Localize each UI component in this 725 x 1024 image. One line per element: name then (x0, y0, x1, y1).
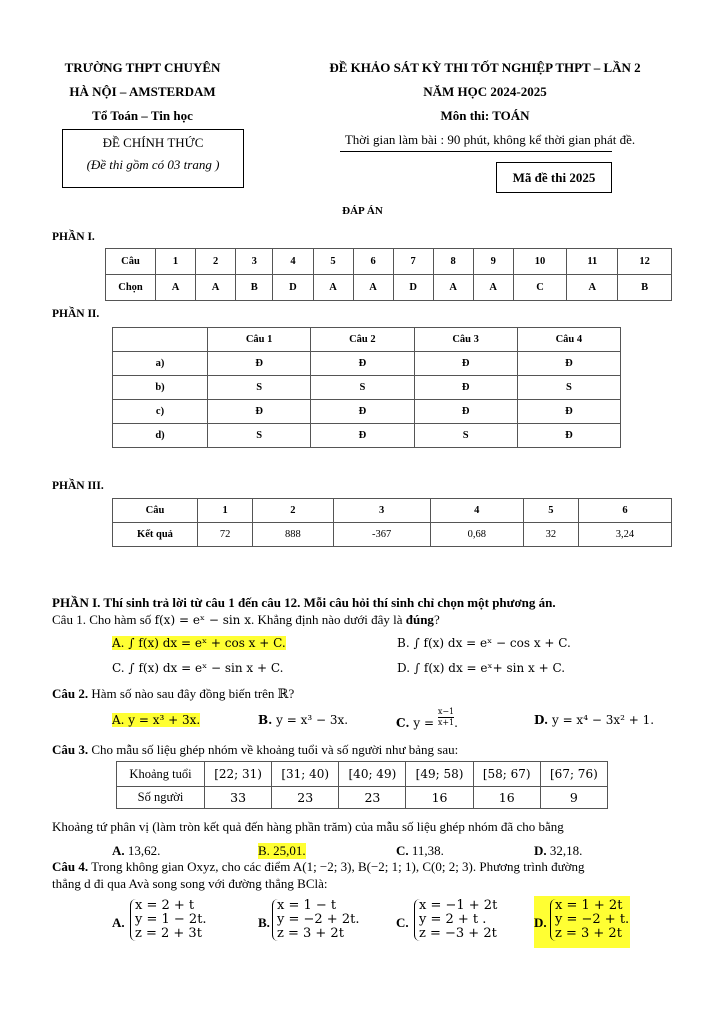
pages-note: (Đề thi gồm có 03 trang ) (86, 157, 220, 172)
q4-b-eq: x = 1 − t (277, 898, 337, 913)
part1-q: 6 (353, 249, 393, 275)
q4-a-label: A. (112, 915, 125, 930)
part2-cell: S (311, 376, 414, 400)
part2-cell: Đ (517, 352, 620, 376)
q4-d-eq: z = 3 + 2t (555, 926, 622, 941)
part2-col-head: Câu 1 (208, 328, 311, 352)
q3-interval: [22; 31) (205, 762, 272, 787)
part3-q: 6 (578, 499, 671, 523)
part3-question-row (113, 499, 672, 523)
q2-c-den: x+1 (437, 718, 455, 727)
part2-cell: Đ (517, 400, 620, 424)
q2-stem (52, 686, 294, 702)
part3-result: 72 (198, 523, 253, 547)
answer-title: ĐÁP ÁN (342, 205, 383, 217)
part2-row (113, 352, 621, 376)
q4-option-d (534, 896, 630, 948)
q4-c-eq: y = 2 + t . (419, 912, 487, 927)
part2-cell: S (517, 376, 620, 400)
part2-col-head: Câu 2 (311, 328, 414, 352)
q3-interval-row (117, 762, 608, 787)
q3-head: Khoảng tuổi (117, 762, 205, 787)
q1-option-c: C. ∫ f(x) dx = eˣ − sin x + C. (112, 661, 284, 675)
part1-a: A (353, 275, 393, 301)
header-divider (340, 151, 612, 152)
part1-q: 5 (313, 249, 353, 275)
q2-option-b (258, 713, 348, 727)
q2-c-fraction (438, 707, 454, 728)
q4-stem-line1 (52, 859, 672, 875)
q1-option-b: B. ∫ f(x) dx = eˣ − cos x + C. (397, 636, 571, 650)
school-name-line2: HÀ NỘI – AMSTERDAM (69, 84, 216, 99)
exam-title: ĐỀ KHẢO SÁT KỲ THI TỐT NGHIỆP THPT – LẦN 2 (329, 60, 641, 75)
q4-a-eq: x = 2 + t (135, 898, 195, 913)
part3-q: 4 (430, 499, 523, 523)
section1-heading: PHẦN I. Thí sinh trả lời từ câu 1 đến câu 12. Mỗi câu hỏi thí sinh chỉ chọn một phương án. (52, 595, 556, 610)
part3-row-head: Kết quả (113, 523, 198, 547)
part2-col-head: Câu 4 (517, 328, 620, 352)
part1-a: A (473, 275, 513, 301)
part2-row-label: d) (113, 424, 208, 448)
q3-question: Khoảng tứ phân vị (làm tròn kết quả đến hàng phần trăm) của mẫu số liệu ghép nhóm đã cho bằng (52, 819, 564, 834)
part2-cell: Đ (414, 352, 517, 376)
part1-q: 8 (433, 249, 473, 275)
part1-q: 11 (567, 249, 618, 275)
part1-q: 10 (513, 249, 567, 275)
q2-d-label: D. (534, 713, 549, 727)
part1-q: 12 (618, 249, 672, 275)
q3-count: 23 (272, 787, 339, 809)
part2-row-label: a) (113, 352, 208, 376)
q2-option-d (534, 713, 654, 727)
q3-interval: [58; 67) (473, 762, 540, 787)
part1-table (105, 248, 672, 301)
part3-row-head: Câu (113, 499, 198, 523)
q3-count-row (117, 787, 608, 809)
time-note: Thời gian làm bài : 90 phút, không kể thời gian phát đề. (344, 132, 636, 147)
q2-c-label: C. (396, 716, 410, 730)
subject: Môn thi: TOÁN (440, 108, 530, 123)
q2-c-post: . (454, 716, 458, 730)
q4-d-eq: y = −2 + t. (555, 912, 630, 927)
part3-q: 5 (523, 499, 578, 523)
q3-d-text: 32,18. (546, 843, 583, 858)
q3-d-label: D. (534, 843, 547, 858)
official-label: ĐỀ CHÍNH THỨC (102, 135, 204, 150)
q3-c-text: 11,38. (408, 843, 444, 858)
q4-c-eq: x = −1 + 2t (419, 898, 498, 913)
part1-a: B (618, 275, 672, 301)
q3-option-d (534, 843, 582, 859)
official-stamp-box (62, 129, 244, 188)
q2-c-num: x−1 (437, 707, 455, 716)
part1-a: C (513, 275, 567, 301)
q4-c-system (414, 899, 524, 941)
q2-c-pre: y = (409, 716, 438, 730)
q4-c-label: C. (396, 915, 409, 930)
part1-q: 1 (156, 249, 196, 275)
part2-table (112, 327, 621, 448)
q4-c-eq: z = −3 + 2t (419, 926, 497, 941)
part1-a: A (433, 275, 473, 301)
part1-q: 2 (196, 249, 236, 275)
part1-a: D (273, 275, 313, 301)
q2-b-label: B. (258, 713, 273, 727)
part1-q: 9 (473, 249, 513, 275)
q3-option-a (112, 843, 160, 859)
part3-label: PHẦN III. (52, 480, 104, 492)
q1-option-a: A. ∫ f(x) dx = eˣ + cos x + C. (112, 636, 286, 650)
q4-number: Câu 4. (52, 859, 89, 874)
q1-stem-a: Câu 1. Cho hàm số (52, 612, 155, 627)
part1-a: A (156, 275, 196, 301)
part2-cell: Đ (208, 352, 311, 376)
q2-option-a: A. y = x³ + 3x. (112, 713, 201, 727)
q2-number: Câu 2. (52, 686, 89, 701)
part2-col-head: Câu 3 (414, 328, 517, 352)
part2-cell: Đ (311, 424, 414, 448)
part1-q: 7 (393, 249, 433, 275)
part3-result: -367 (333, 523, 430, 547)
q3-data-table (116, 761, 608, 809)
q3-a-label: A. (112, 843, 125, 858)
part2-cell: S (208, 376, 311, 400)
q3-count: 16 (406, 787, 473, 809)
part3-result-row (113, 523, 672, 547)
q3-c-label: C. (396, 843, 409, 858)
q4-b-eq: z = 3 + 2t (277, 926, 344, 941)
part2-cell: S (414, 424, 517, 448)
part1-a: A (567, 275, 618, 301)
q3-interval: [49; 58) (406, 762, 473, 787)
part2-label: PHẦN II. (52, 308, 100, 320)
exam-code: Mã đề thi 2025 (496, 162, 612, 193)
part2-cell: Đ (311, 352, 414, 376)
part2-row (113, 376, 621, 400)
q1-stem-c: ? (433, 612, 440, 627)
q3-option-c (396, 843, 444, 859)
q4-b-system (272, 899, 382, 941)
q3-count: 9 (540, 787, 607, 809)
part3-q: 3 (333, 499, 430, 523)
part2-cell: Đ (311, 400, 414, 424)
part1-a: D (393, 275, 433, 301)
part2-cell: S (208, 424, 311, 448)
q4-d-eq: x = 1 + 2t (555, 898, 623, 913)
part2-row-label: b) (113, 376, 208, 400)
part1-label: PHẦN I. (52, 231, 95, 243)
part3-table (112, 498, 672, 547)
q3-interval: [31; 40) (272, 762, 339, 787)
part2-row (113, 400, 621, 424)
part2-cell: Đ (208, 400, 311, 424)
part3-q: 2 (253, 499, 333, 523)
q1-stem-bold: đúng (405, 612, 434, 627)
part2-row (113, 424, 621, 448)
part1-q: 4 (273, 249, 313, 275)
q3-option-b: B. 25,01. (258, 843, 306, 858)
part3-q: 1 (198, 499, 253, 523)
q3-interval: [40; 49) (339, 762, 406, 787)
part3-result: 32 (523, 523, 578, 547)
q4-stem-text: Trong không gian Oxyz, cho các điểm A(1; −2; 3), B(−2; 1; 1), C(0; 2; 3). Phương trình đường (88, 859, 585, 874)
q2-b-text: y = x³ − 3x. (272, 713, 349, 727)
q3-stem (52, 742, 458, 758)
q4-b-eq: y = −2 + 2t. (277, 912, 360, 927)
q3-count: 33 (205, 787, 272, 809)
part3-result: 0,68 (430, 523, 523, 547)
q2-option-c (396, 707, 458, 730)
q1-stem-b: . Khẳng định nào dưới đây là (251, 612, 406, 627)
school-year: NĂM HỌC 2024-2025 (423, 84, 547, 99)
part3-result: 888 (253, 523, 333, 547)
part2-cell: Đ (517, 424, 620, 448)
part1-row-head: Chọn (106, 275, 156, 301)
q1-stem (52, 612, 440, 628)
part2-cell: Đ (414, 400, 517, 424)
part1-question-row (106, 249, 672, 275)
part2-cell: Đ (414, 376, 517, 400)
q4-a-eq: y = 1 − 2t. (135, 912, 207, 927)
q1-function: f(x) = eˣ − sin x (154, 613, 251, 627)
q2-stem-text: Hàm số nào sau đây đồng biến trên ℝ? (88, 686, 295, 701)
q2-d-text: y = x⁴ − 3x² + 1. (548, 713, 655, 727)
part3-result: 3,24 (578, 523, 671, 547)
part1-a: B (236, 275, 273, 301)
part2-header-row (113, 328, 621, 352)
q4-stem-line2: thẳng d đi qua Avà song song với đường thẳng BClà: (52, 876, 328, 891)
part2-corner (113, 328, 208, 352)
q3-count: 16 (473, 787, 540, 809)
part1-row-head: Câu (106, 249, 156, 275)
q4-d-label: D. (534, 915, 547, 930)
school-name-line1: TRƯỜNG THPT CHUYÊN (64, 60, 221, 75)
q3-stem-text: Cho mẫu số liệu ghép nhóm về khoảng tuổi và số người như bảng sau: (88, 742, 459, 757)
q4-a-system (130, 899, 230, 941)
q3-number: Câu 3. (52, 742, 89, 757)
q3-head: Số người (117, 787, 205, 809)
q4-d-system (550, 899, 630, 941)
q3-interval: [67; 76) (540, 762, 607, 787)
part1-answer-row (106, 275, 672, 301)
department: Tổ Toán – Tin học (92, 108, 193, 123)
part1-q: 3 (236, 249, 273, 275)
q4-b-label: B. (258, 915, 270, 930)
q1-option-d: D. ∫ f(x) dx = eˣ+ sin x + C. (397, 661, 566, 675)
part2-row-label: c) (113, 400, 208, 424)
part1-a: A (196, 275, 236, 301)
q4-a-eq: z = 2 + 3t (135, 926, 202, 941)
part1-a: A (313, 275, 353, 301)
q3-count: 23 (339, 787, 406, 809)
q3-a-text: 13,62. (124, 843, 161, 858)
